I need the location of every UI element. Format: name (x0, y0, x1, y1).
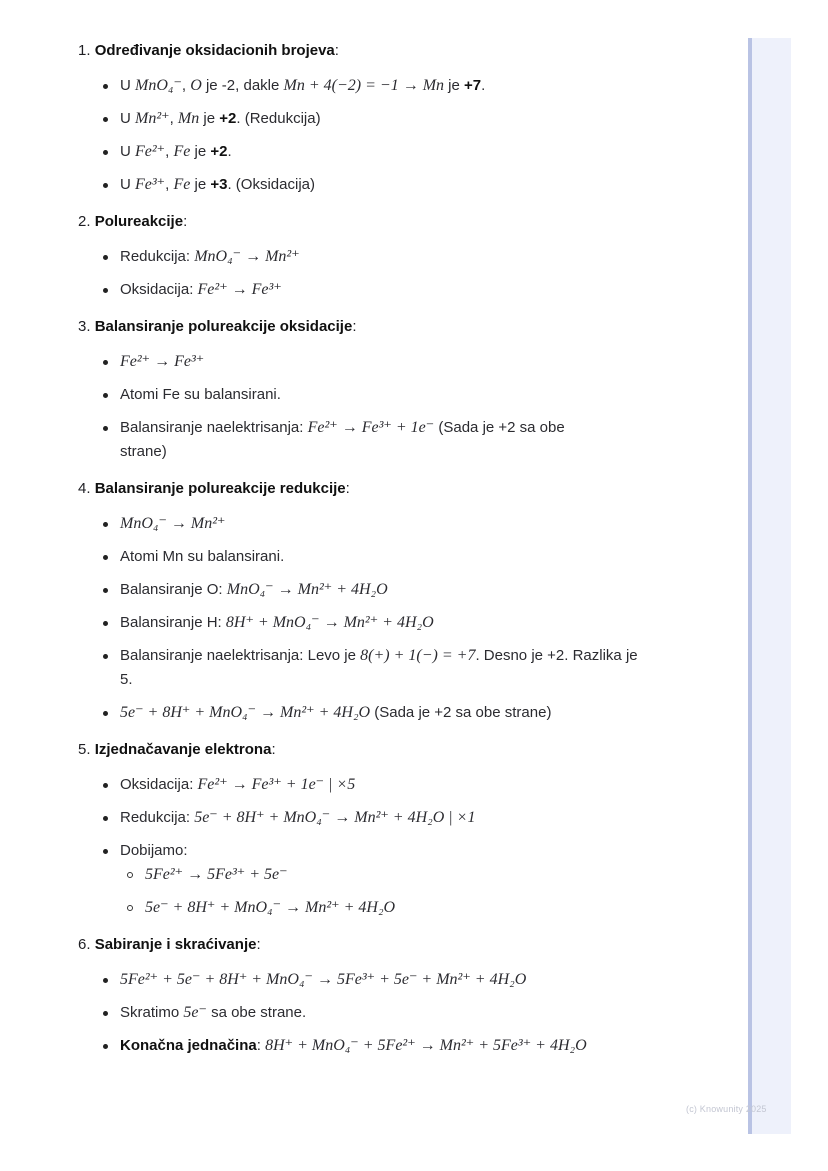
text: , (181, 77, 191, 94)
section-heading: Polureakcije (94, 213, 184, 230)
bullet-list (78, 968, 718, 1058)
math: O (190, 77, 202, 94)
list-item (78, 383, 718, 407)
section-number: 4. (78, 480, 91, 497)
math: 5e⁻ + 8H⁺ + MnO₄⁻ → Mn²⁺ + 4H₂O | ×1 (194, 809, 476, 826)
list-item (78, 1034, 718, 1058)
sub-list (78, 863, 718, 920)
list-item (78, 839, 718, 920)
math: 5e⁻ + 8H⁺ + MnO₄⁻ → Mn²⁺ + 4H₂O (145, 899, 396, 916)
colon: : (345, 480, 350, 497)
text: Balansiranje naelektrisanja: Levo je (120, 647, 361, 664)
list-item (78, 74, 718, 98)
text: , (165, 176, 174, 193)
math: 8H⁺ + MnO₄⁻ → Mn²⁺ + 4H₂O (225, 614, 434, 631)
math: Fe (173, 143, 191, 160)
bullet-list (78, 245, 718, 302)
math: Fe²⁺ → Fe³⁺ + 1e⁻ (307, 419, 435, 436)
list-item (78, 350, 718, 374)
text: (Sada je +2 sa obe strane) (370, 704, 552, 721)
text: Dobijamo: (120, 842, 188, 859)
math: Fe³⁺ (135, 176, 166, 193)
text: . (Oksidacija) (227, 176, 315, 193)
bullet-list (78, 512, 718, 725)
bullet-list (78, 350, 718, 464)
section-1 (78, 40, 718, 197)
colon: : (256, 936, 261, 953)
text: je (190, 143, 211, 160)
list-item (78, 245, 718, 269)
math: Fe²⁺ → Fe³⁺ (120, 353, 205, 370)
list-item (78, 545, 718, 569)
text: U (120, 143, 135, 160)
text: . (227, 143, 232, 160)
text: , (165, 143, 174, 160)
section-2 (78, 211, 718, 302)
list-item (78, 1001, 718, 1025)
text: sa obe strane. (206, 1004, 307, 1021)
text: (Sada je +2 sa obe strane) (120, 419, 565, 460)
text: Redukcija: (120, 809, 195, 826)
list-item (78, 278, 718, 302)
list-item (78, 806, 718, 830)
section-heading: Balansiranje polureakcije redukcije (94, 480, 346, 497)
section-number: 1. (78, 42, 91, 59)
math: MnO₄⁻ → Mn²⁺ (120, 515, 226, 532)
section-number: 2. (78, 213, 91, 230)
sub-list-item (78, 896, 718, 920)
section-heading: Balansiranje polureakcije oksidacije (94, 318, 353, 335)
math: Fe (173, 176, 191, 193)
text: . Desno je +2. Razlika je 5. (120, 647, 638, 688)
text: U (120, 176, 135, 193)
text: Atomi Mn su balansirani. (120, 548, 285, 565)
section-heading: Sabiranje i skraćivanje (94, 936, 257, 953)
text: Redukcija: (120, 248, 195, 265)
math: Mn + 4(−2) = −1 → Mn (283, 77, 445, 94)
list-item (78, 968, 718, 992)
section-title (78, 40, 718, 62)
bullet-list (78, 773, 718, 920)
math: Fe²⁺ → Fe³⁺ (197, 281, 282, 298)
sub-list-item (78, 863, 718, 887)
math: MnO₄⁻ → Mn²⁺ (194, 248, 300, 265)
text: Oksidacija: (120, 776, 198, 793)
math: Fe²⁺ (135, 143, 166, 160)
bullet-list (78, 74, 718, 197)
text: U (120, 110, 135, 127)
text: . (481, 77, 486, 94)
text: : (256, 1037, 266, 1054)
document-content (78, 40, 718, 1058)
math: 5Fe²⁺ → 5Fe³⁺ + 5e⁻ (145, 866, 288, 883)
text: . (Redukcija) (236, 110, 321, 127)
section-heading: Određivanje oksidacionih brojeva (94, 42, 335, 59)
text: Balansiranje O: (120, 581, 227, 598)
text: Oksidacija: (120, 281, 198, 298)
math: 5e⁻ (183, 1004, 207, 1021)
section-title (78, 316, 718, 338)
math: 8H⁺ + MnO₄⁻ + 5Fe²⁺ → Mn²⁺ + 5Fe³⁺ + 4H₂O (265, 1037, 587, 1054)
text: Balansiranje naelektrisanja: (120, 419, 308, 436)
colon: : (271, 741, 276, 758)
math: 5e⁻ + 8H⁺ + MnO₄⁻ → Mn²⁺ + 4H₂O (120, 704, 371, 721)
list-item (78, 701, 718, 725)
math: Mn (177, 110, 200, 127)
text: Atomi Fe su balansirani. (120, 386, 281, 403)
bold-value: +7 (464, 77, 482, 94)
list-item (78, 773, 718, 797)
section-3 (78, 316, 718, 464)
list-item (78, 512, 718, 536)
list-item (78, 416, 600, 464)
bold-label: Konačna jednačina (120, 1037, 257, 1054)
list-item (78, 107, 718, 131)
text: je (190, 176, 211, 193)
section-title (78, 478, 718, 500)
section-number: 6. (78, 936, 91, 953)
math: MnO₄⁻ (135, 77, 182, 94)
section-number: 3. (78, 318, 91, 335)
list-item (78, 644, 640, 692)
list-item (78, 611, 718, 635)
section-6 (78, 934, 718, 1058)
colon: : (352, 318, 357, 335)
side-panel (748, 38, 791, 1134)
watermark: (c) Knowunity 2025 (686, 1104, 767, 1114)
bold-value: +3 (210, 176, 228, 193)
list-item (78, 578, 718, 602)
colon: : (334, 42, 339, 59)
text: je -2, dakle (201, 77, 284, 94)
text: je (444, 77, 465, 94)
list-item (78, 173, 718, 197)
section-title (78, 211, 718, 233)
text: Skratimo (120, 1004, 184, 1021)
section-heading: Izjednačavanje elektrona (94, 741, 272, 758)
math: MnO₄⁻ → Mn²⁺ + 4H₂O (226, 581, 388, 598)
bold-value: +2 (219, 110, 237, 127)
section-number: 5. (78, 741, 91, 758)
section-title (78, 934, 718, 956)
text: U (120, 77, 135, 94)
text: je (199, 110, 220, 127)
text: , (169, 110, 178, 127)
colon: : (183, 213, 188, 230)
section-4 (78, 478, 718, 725)
math: Mn²⁺ (135, 110, 170, 127)
math: 5Fe²⁺ + 5e⁻ + 8H⁺ + MnO₄⁻ → 5Fe³⁺ + 5e⁻ + Mn²⁺ + 4H₂O (120, 971, 527, 988)
math: 8(+) + 1(−) = +7 (360, 647, 476, 664)
section-5 (78, 739, 718, 920)
section-title (78, 739, 718, 761)
math: Fe²⁺ → Fe³⁺ + 1e⁻ | ×5 (197, 776, 356, 793)
list-item (78, 140, 718, 164)
bold-value: +2 (210, 143, 228, 160)
text: Balansiranje H: (120, 614, 226, 631)
